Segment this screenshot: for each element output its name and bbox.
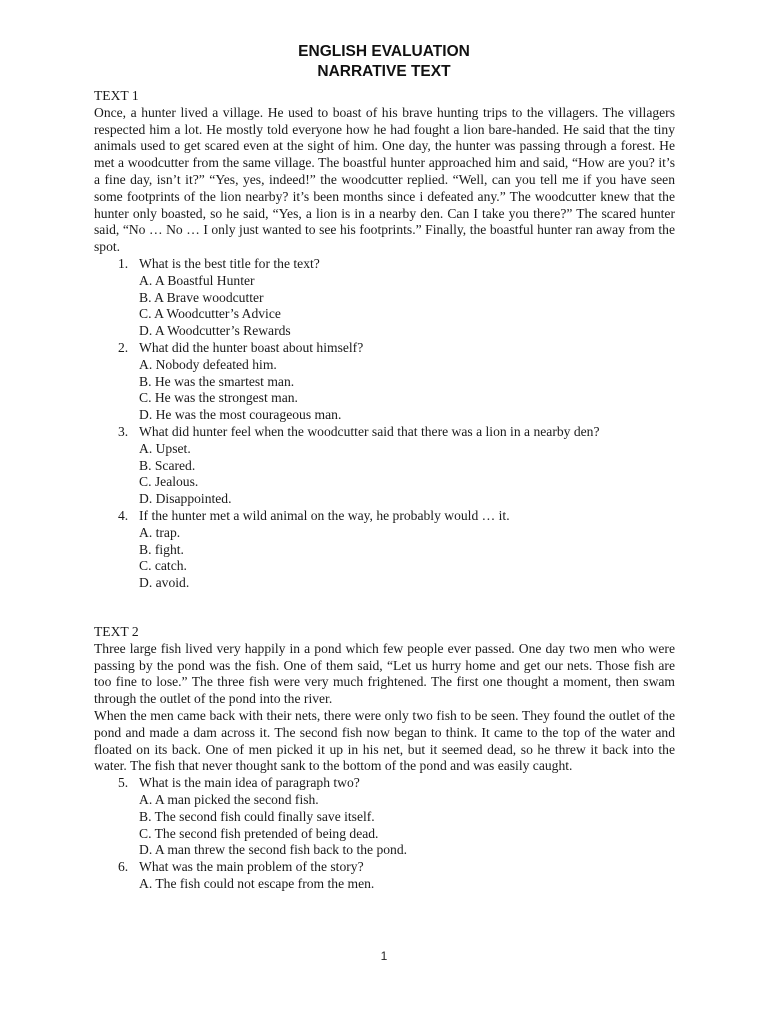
question-1 xyxy=(94,256,675,340)
question-number: 4. xyxy=(118,507,129,523)
question-6 xyxy=(94,859,675,893)
page-number: 1 xyxy=(380,949,388,963)
answer-option: A. A Boastful Hunter xyxy=(139,272,255,288)
text-1-section xyxy=(94,88,675,592)
text-2-section xyxy=(94,624,675,893)
answer-option: A. The fish could not escape from the men. xyxy=(139,875,375,891)
answer-option: D. avoid. xyxy=(139,575,190,591)
answer-option: C. He was the strongest man. xyxy=(139,390,298,406)
question-text: What did hunter feel when the woodcutter said that there was a lion in a nearby den? xyxy=(139,423,600,439)
question-text: If the hunter met a wild animal on the way, he probably would … it. xyxy=(139,507,510,523)
question-text: What was the main problem of the story? xyxy=(139,859,364,875)
document-title: ENGLISH EVALUATION xyxy=(298,43,470,60)
answer-option: D. He was the most courageous man. xyxy=(139,407,342,423)
answer-option: B. The second fish could finally save itself. xyxy=(139,808,375,824)
question-4 xyxy=(94,508,675,592)
answer-option: A. A man picked the second fish. xyxy=(139,791,319,807)
question-number: 2. xyxy=(118,339,129,355)
answer-option: B. He was the smartest man. xyxy=(139,373,295,389)
answer-option: A. Upset. xyxy=(139,440,191,456)
question-number: 6. xyxy=(118,859,129,875)
text-1-label: TEXT 1 xyxy=(94,88,139,103)
answer-option: C. catch. xyxy=(139,558,187,574)
answer-option: B. Scared. xyxy=(139,457,196,473)
text-2-paragraph-2: When the men came back with their nets, there were only two fish to be seen. They found the outlet of the pond and made a dam across it. The second fish now began to think. It came to the top of the water and floated on its back. One of men picked it up in his net, but it seemed dead, so he threw it back into the water. The fish that never thought sank to the bottom of the pond and was easily caught. xyxy=(94,707,675,774)
answer-option: D. A man threw the second fish back to the pond. xyxy=(139,842,408,858)
answer-option: A. trap. xyxy=(139,524,181,540)
answer-option: D. Disappointed. xyxy=(139,491,232,507)
document-subtitle: NARRATIVE TEXT xyxy=(317,63,451,80)
answer-option: D. A Woodcutter’s Rewards xyxy=(139,323,291,339)
answer-option: C. Jealous. xyxy=(139,474,199,490)
question-text: What did the hunter boast about himself? xyxy=(139,339,364,355)
answer-option: B. fight. xyxy=(139,541,184,557)
question-text: What is the main idea of paragraph two? xyxy=(139,775,360,791)
answer-option: C. The second fish pretended of being dead. xyxy=(139,825,379,841)
answer-option: C. A Woodcutter’s Advice xyxy=(139,306,281,322)
question-3 xyxy=(94,424,675,508)
question-5 xyxy=(94,775,675,859)
answer-option: B. A Brave woodcutter xyxy=(139,289,264,305)
text-1-paragraph: Once, a hunter lived a village. He used to boast of his brave hunting trips to the villagers. The villagers respected him a lot. He mostly told everyone how he had fought a lion bare-handed. He said that the tiny animals used to get scared even at the sight of him. One day, the hunter was passing through a forest. He met a woodcutter from the same village. The boastful hunter approached him and said, “How are you? it’s a fine day, isn’t it?” “Yes, yes, indeed!” the woodcutter replied. “Well, can you tell me if you have seen some footprints of the lion nearby? it’s been months since i defeated any.” The woodcutter knew that the hunter only boasted, so he said, “Yes, a lion is in a nearby den. Can I take you there?” The scared hunter said, “No … No … I only just wanted to see his footprints.” Finally, the boastful hunter ran away from the spot. xyxy=(94,104,675,255)
text-2-label: TEXT 2 xyxy=(94,624,139,639)
question-2 xyxy=(94,340,675,424)
question-number: 3. xyxy=(118,423,129,439)
question-number: 1. xyxy=(118,255,129,271)
question-text: What is the best title for the text? xyxy=(139,255,320,271)
answer-option: A. Nobody defeated him. xyxy=(139,356,277,372)
text-2-paragraph-1: Three large fish lived very happily in a pond which few people ever passed. One day two men who were passing by the pond was the fish. One of them said, “Let us hurry home and get our nets. Those fish are too fine to lose.” The three fish were very much frightened. The first one thought a moment, then swam through the outlet of the pond into the river. xyxy=(94,640,675,707)
question-number: 5. xyxy=(118,775,129,791)
